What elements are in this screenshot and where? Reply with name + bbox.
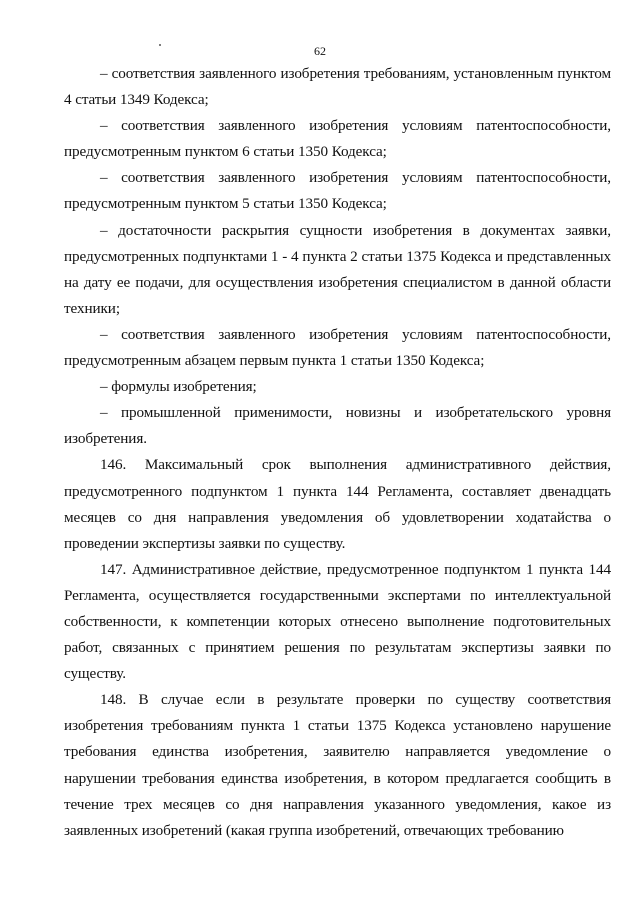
- section-paragraph-147: 147. Административное действие, предусмотренное подпунктом 1 пункта 144 Регламента, осуществляется государственными экспертами по интеллектуальной собственности, к компетенции которых отнесено выполнение подготовительных работ, связанных с принятием решения по результатам экспертизы заявки по существу.: [64, 560, 611, 683]
- list-item-paragraph: – промышленной применимости, новизны и изобретательского уровня изобретения.: [64, 404, 611, 448]
- page-number: 62: [314, 44, 326, 58]
- section-paragraph-146: 146. Максимальный срок выполнения административного действия, предусмотренного подпунктом 1 пункта 144 Регламента, составляет двенадцать месяцев со дня направления уведомления об удовлетворении ходатайства о проведении экспертизы заявки по существу.: [64, 456, 611, 552]
- list-item-paragraph: – формулы изобретения;: [100, 378, 257, 396]
- document-body: [64, 61, 611, 844]
- list-item-paragraph: – соответствия заявленного изобретения условиям патентоспособности, предусмотренным абзацем первым пункта 1 статьи 1350 Кодекса;: [64, 325, 611, 370]
- list-item-paragraph: – соответствия заявленного изобретения условиям патентоспособности, предусмотренным пунктом 6 статьи 1350 Кодекса;: [64, 117, 611, 161]
- list-item-paragraph: – соответствия заявленного изобретения требованиям, установленным пунктом 4 статьи 1349 Кодекса;: [64, 65, 611, 109]
- list-item-paragraph: – достаточности раскрытия сущности изобретения в документах заявки, предусмотренных подпунктами 1 - 4 пункта 2 статьи 1375 Кодекса и представленных на дату ее подачи, для осуществления изобретения специалистом в данной области техники;: [64, 221, 611, 317]
- list-item-paragraph: – соответствия заявленного изобретения условиям патентоспособности, предусмотренным пунктом 5 статьи 1350 Кодекса;: [64, 169, 611, 213]
- section-paragraph-148: 148. В случае если в результате проверки по существу соответствия изобретения требованиям пункта 1 статьи 1375 Кодекса установлено нарушение требования единства изобретения, заявителю направляется уведомление о нарушении требования единства изобретения, в котором предлагается сообщить в течение трех месяцев со дня направления указанного уведомления, какое из заявленных изобретений (какая группа изобретений, отвечающих требованию: [64, 691, 611, 839]
